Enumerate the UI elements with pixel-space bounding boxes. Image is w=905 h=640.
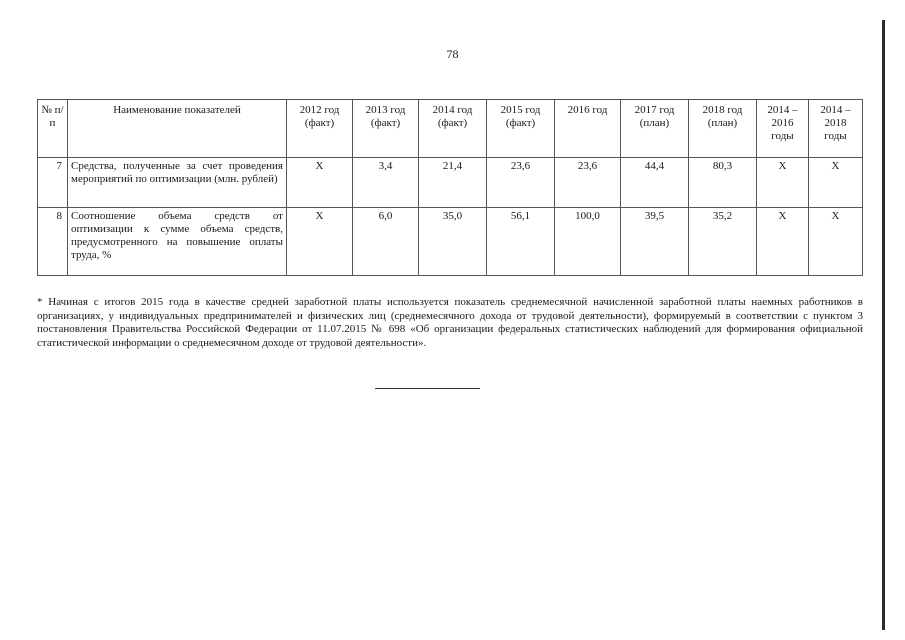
value-2013: 3,4	[353, 158, 419, 208]
col-header-2017: 2017 год (план)	[621, 100, 689, 158]
value-2014-2018: Х	[809, 158, 863, 208]
value-2014-2018: Х	[809, 208, 863, 276]
col-header-indicator: Наименование показателей	[68, 100, 287, 158]
value-2014-2016: Х	[757, 208, 809, 276]
value-2014-2016: Х	[757, 158, 809, 208]
col-header-2014-2018: 2014 – 2018 годы	[809, 100, 863, 158]
value-2018: 80,3	[689, 158, 757, 208]
col-header-2015: 2015 год (факт)	[487, 100, 555, 158]
scan-edge-line	[882, 20, 885, 630]
row-number: 8	[38, 208, 68, 276]
col-header-2018: 2018 год (план)	[689, 100, 757, 158]
value-2012: Х	[287, 158, 353, 208]
separator-line	[375, 388, 480, 389]
table-row	[38, 158, 863, 208]
value-2016: 23,6	[555, 158, 621, 208]
col-header-2014: 2014 год (факт)	[419, 100, 487, 158]
footnote: * Начиная с итогов 2015 года в качестве средней заработной платы используется показатель среднемесячной начисленной заработной платы наемных работников в организациях, у индивидуальных предпринимателей и физических лиц (среднемесячного дохода от трудовой деятельности), формируемый в соответствии с пунктом 3 постановления Правительства Российской Федерации от 11.07.2015 № 698 «Об организации федеральных статистических наблюдений для формирования официальной статистической информации о среднемесячном доходе от трудовой деятельности».	[37, 296, 863, 349]
col-header-2012: 2012 год (факт)	[287, 100, 353, 158]
value-2015: 23,6	[487, 158, 555, 208]
indicators-table	[37, 99, 863, 276]
row-number: 7	[38, 158, 68, 208]
table-header-row	[38, 100, 863, 158]
value-2017: 44,4	[621, 158, 689, 208]
page-number: 78	[446, 47, 459, 61]
indicator-name: Средства, полученные за счет проведения мероприятий по оптимизации (млн. рублей)	[68, 158, 287, 208]
value-2014: 35,0	[419, 208, 487, 276]
value-2014: 21,4	[419, 158, 487, 208]
col-header-2014-2016: 2014 – 2016 годы	[757, 100, 809, 158]
col-header-2016: 2016 год	[555, 100, 621, 158]
value-2017: 39,5	[621, 208, 689, 276]
value-2012: Х	[287, 208, 353, 276]
value-2018: 35,2	[689, 208, 757, 276]
value-2015: 56,1	[487, 208, 555, 276]
table-row	[38, 208, 863, 276]
indicator-name: Соотношение объема средств от оптимизации к сумме объема средств, предусмотренного на повышение оплаты труда, %	[68, 208, 287, 276]
value-2016: 100,0	[555, 208, 621, 276]
value-2013: 6,0	[353, 208, 419, 276]
col-header-number: № п/п	[38, 100, 68, 158]
col-header-2013: 2013 год (факт)	[353, 100, 419, 158]
